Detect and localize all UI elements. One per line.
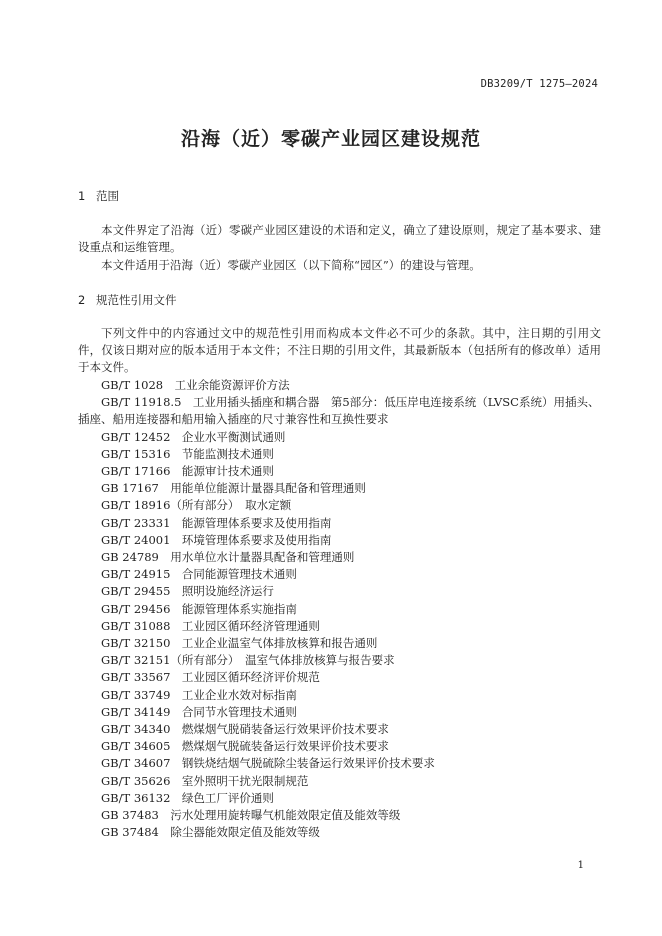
section-1-paragraph-1: 本文件界定了沿海（近）零碳产业园区建设的术语和定义，确立了建设原则，规定了基本要求、建设重点和运维管理。 [78, 223, 601, 254]
reference-item: GB 37483 污水处理用旋转曝气机能效限定值及能效等级 [101, 808, 401, 823]
reference-item: GB/T 33749 工业企业水效对标指南 [101, 687, 297, 702]
document-title: 沿海（近）零碳产业园区建设规范 [180, 128, 481, 150]
reference-item: GB/T 12452 企业水平衡测试通则 [101, 429, 286, 444]
reference-item: GB 17167 用能单位能源计量器具配备和管理通则 [101, 481, 366, 496]
reference-item: GB 37484 除尘器能效限定值及能效等级 [101, 825, 320, 840]
reference-item: GB 24789 用水单位水计量器具配备和管理通则 [101, 550, 355, 565]
reference-item: GB/T 33567 工业园区循环经济评价规范 [101, 670, 320, 685]
section-1-heading [78, 188, 119, 204]
reference-item: GB/T 24915 合同能源管理技术通则 [101, 567, 297, 582]
section-1-title: 范围 [96, 189, 119, 203]
reference-item: GB/T 1028 工业余能资源评价方法 [101, 378, 290, 392]
section-2-title: 规范性引用文件 [96, 293, 177, 307]
reference-item: GB/T 34607 钢铁烧结烟气脱硫除尘装备运行效果评价技术要求 [101, 756, 435, 771]
reference-item: GB/T 17166 能源审计技术通则 [101, 464, 274, 479]
section-1-paragraph-2: 本文件适用于沿海（近）零碳产业园区（以下简称“园区”）的建设与管理。 [101, 258, 481, 272]
section-2-heading [78, 292, 177, 308]
reference-item: GB/T 34149 合同节水管理技术通则 [101, 704, 297, 719]
reference-item: GB/T 34340 燃煤烟气脱硝装备运行效果评价技术要求 [101, 722, 389, 737]
document-number: DB3209/T 1275—2024 [480, 78, 598, 90]
reference-item: GB/T 29456 能源管理体系实施指南 [101, 601, 297, 616]
reference-item: GB/T 23331 能源管理体系要求及使用指南 [101, 515, 332, 530]
section-1-number: 1 [78, 189, 86, 203]
reference-item: GB/T 18916（所有部分） 取水定额 [101, 498, 292, 513]
reference-item: GB/T 24001 环境管理体系要求及使用指南 [101, 532, 332, 547]
reference-item: GB/T 11918.5 工业用插头插座和耦合器 第5部分：低压岸电连接系统（LVSC系统）用插头、插座、船用连接器和船用输入插座的尺寸兼容性和互换性要求 [78, 395, 600, 427]
reference-item: GB/T 32151（所有部分） 温室气体排放核算与报告要求 [101, 653, 395, 668]
section-2-intro: 下列文件中的内容通过文中的规范性引用而构成本文件必不可少的条款。其中，注日期的引用文件，仅该日期对应的版本适用于本文件；不注日期的引用文件，其最新版本（包括所有的修改单）适用于本文件。 [78, 326, 601, 374]
reference-item: GB/T 31088 工业园区循环经济管理通则 [101, 618, 320, 633]
reference-list [78, 377, 601, 841]
reference-item: GB/T 36132 绿色工厂评价通则 [101, 790, 274, 805]
reference-item: GB/T 35626 室外照明干扰光限制规范 [101, 773, 309, 788]
reference-item: GB/T 29455 照明设施经济运行 [101, 584, 274, 599]
reference-item: GB/T 15316 节能监测技术通则 [101, 446, 274, 461]
page-number: 1 [577, 860, 584, 871]
reference-item: GB/T 34605 燃煤烟气脱硫装备运行效果评价技术要求 [101, 739, 389, 754]
section-2-number: 2 [78, 293, 86, 307]
reference-item: GB/T 32150 工业企业温室气体排放核算和报告通则 [101, 636, 378, 651]
